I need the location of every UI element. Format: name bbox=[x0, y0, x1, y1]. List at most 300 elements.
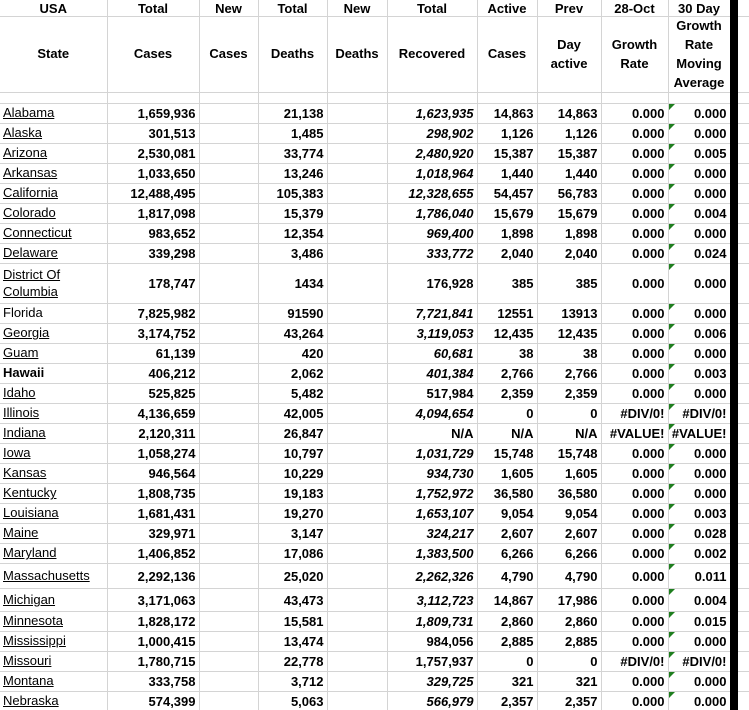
new-cases-cell[interactable] bbox=[199, 612, 258, 632]
active-cases-cell[interactable]: 1,898 bbox=[477, 224, 537, 244]
total-deaths-cell[interactable]: 105,383 bbox=[258, 184, 327, 204]
total-deaths-cell[interactable]: 13,246 bbox=[258, 164, 327, 184]
active-cases-cell[interactable]: 12,435 bbox=[477, 324, 537, 344]
growth-rate-cell[interactable]: 0.000 bbox=[601, 224, 668, 244]
header-recovered[interactable]: Recovered bbox=[387, 17, 477, 93]
growth-rate-cell[interactable]: 0.000 bbox=[601, 264, 668, 304]
growth-rate-cell[interactable]: 0.000 bbox=[601, 324, 668, 344]
growth-rate-ma-cell[interactable] bbox=[668, 324, 730, 344]
state-cell[interactable] bbox=[0, 464, 107, 484]
state-link[interactable]: Michigan bbox=[3, 591, 56, 607]
total-cases-cell[interactable]: 1,681,431 bbox=[107, 504, 199, 524]
total-deaths-cell[interactable]: 2,062 bbox=[258, 364, 327, 384]
header-active[interactable]: Active bbox=[477, 0, 537, 17]
total-cases-cell[interactable]: 12,488,495 bbox=[107, 184, 199, 204]
state-link[interactable]: Arkansas bbox=[3, 165, 58, 181]
total-deaths-cell[interactable]: 5,063 bbox=[258, 692, 327, 710]
header-deaths-2[interactable]: Deaths bbox=[327, 17, 387, 93]
header-date[interactable]: 28-Oct bbox=[601, 0, 668, 17]
new-deaths-cell[interactable] bbox=[327, 464, 387, 484]
new-cases-cell[interactable] bbox=[199, 404, 258, 424]
total-cases-cell[interactable]: 1,817,098 bbox=[107, 204, 199, 224]
state-link[interactable]: Alabama bbox=[3, 105, 55, 121]
total-recovered-cell[interactable]: 1,031,729 bbox=[387, 444, 477, 464]
state-link[interactable]: Iowa bbox=[3, 445, 31, 461]
total-recovered-cell[interactable]: 12,328,655 bbox=[387, 184, 477, 204]
total-deaths-cell[interactable]: 21,138 bbox=[258, 104, 327, 124]
header-cases-2[interactable]: Cases bbox=[199, 17, 258, 93]
total-cases-cell[interactable]: 7,825,982 bbox=[107, 304, 199, 324]
total-cases-cell[interactable]: 301,513 bbox=[107, 124, 199, 144]
prev-day-active-cell[interactable]: 36,580 bbox=[537, 484, 601, 504]
header-growth-rate[interactable]: Growth Rate bbox=[601, 17, 668, 93]
prev-day-active-cell[interactable]: 12,435 bbox=[537, 324, 601, 344]
total-cases-cell[interactable]: 1,659,936 bbox=[107, 104, 199, 124]
total-cases-cell[interactable]: 1,033,650 bbox=[107, 164, 199, 184]
state-cell[interactable] bbox=[0, 324, 107, 344]
header-growth-rate-ma[interactable]: Growth Rate Moving Average bbox=[668, 17, 730, 93]
total-recovered-cell[interactable]: 1,786,040 bbox=[387, 204, 477, 224]
active-cases-cell[interactable]: 15,679 bbox=[477, 204, 537, 224]
growth-rate-ma-cell[interactable] bbox=[668, 632, 730, 652]
total-cases-cell[interactable]: 1,058,274 bbox=[107, 444, 199, 464]
total-cases-cell[interactable]: 61,139 bbox=[107, 344, 199, 364]
total-cases-cell[interactable]: 339,298 bbox=[107, 244, 199, 264]
total-cases-cell[interactable]: 3,171,063 bbox=[107, 589, 199, 612]
state-cell[interactable] bbox=[0, 244, 107, 264]
growth-rate-ma-cell[interactable] bbox=[668, 184, 730, 204]
growth-rate-ma-cell[interactable] bbox=[668, 524, 730, 544]
growth-rate-ma-cell[interactable] bbox=[668, 444, 730, 464]
total-recovered-cell[interactable]: 7,721,841 bbox=[387, 304, 477, 324]
growth-rate-ma-cell[interactable] bbox=[668, 612, 730, 632]
state-cell[interactable] bbox=[0, 344, 107, 364]
total-recovered-cell[interactable]: 329,725 bbox=[387, 672, 477, 692]
total-recovered-cell[interactable]: 401,384 bbox=[387, 364, 477, 384]
state-cell[interactable] bbox=[0, 384, 107, 404]
growth-rate-ma-cell[interactable] bbox=[668, 424, 730, 444]
new-deaths-cell[interactable] bbox=[327, 484, 387, 504]
growth-rate-cell[interactable]: #DIV/0! bbox=[601, 652, 668, 672]
state-link[interactable]: District Of Columbia bbox=[3, 266, 61, 299]
prev-day-active-cell[interactable]: 15,679 bbox=[537, 204, 601, 224]
empty-cell[interactable] bbox=[387, 93, 477, 104]
prev-day-active-cell[interactable]: 2,040 bbox=[537, 244, 601, 264]
header-total-1[interactable]: Total bbox=[107, 0, 199, 17]
total-deaths-cell[interactable]: 91590 bbox=[258, 304, 327, 324]
growth-rate-cell[interactable]: 0.000 bbox=[601, 304, 668, 324]
active-cases-cell[interactable]: 1,440 bbox=[477, 164, 537, 184]
total-cases-cell[interactable]: 1,808,735 bbox=[107, 484, 199, 504]
growth-rate-ma-cell[interactable] bbox=[668, 224, 730, 244]
prev-day-active-cell[interactable]: 6,266 bbox=[537, 544, 601, 564]
state-cell[interactable] bbox=[0, 224, 107, 244]
total-deaths-cell[interactable]: 17,086 bbox=[258, 544, 327, 564]
total-deaths-cell[interactable]: 19,183 bbox=[258, 484, 327, 504]
new-cases-cell[interactable] bbox=[199, 264, 258, 304]
growth-rate-cell[interactable]: 0.000 bbox=[601, 504, 668, 524]
new-deaths-cell[interactable] bbox=[327, 524, 387, 544]
new-cases-cell[interactable] bbox=[199, 672, 258, 692]
state-cell[interactable] bbox=[0, 564, 107, 589]
new-deaths-cell[interactable] bbox=[327, 244, 387, 264]
new-cases-cell[interactable] bbox=[199, 364, 258, 384]
growth-rate-ma-cell[interactable] bbox=[668, 104, 730, 124]
total-cases-cell[interactable]: 1,780,715 bbox=[107, 652, 199, 672]
new-deaths-cell[interactable] bbox=[327, 652, 387, 672]
total-cases-cell[interactable]: 1,828,172 bbox=[107, 612, 199, 632]
state-link[interactable]: California bbox=[3, 185, 58, 201]
prev-day-active-cell[interactable]: 1,440 bbox=[537, 164, 601, 184]
growth-rate-ma-cell[interactable] bbox=[668, 652, 730, 672]
new-deaths-cell[interactable] bbox=[327, 304, 387, 324]
new-deaths-cell[interactable] bbox=[327, 164, 387, 184]
new-deaths-cell[interactable] bbox=[327, 184, 387, 204]
prev-day-active-cell[interactable]: 1,605 bbox=[537, 464, 601, 484]
empty-cell[interactable] bbox=[107, 93, 199, 104]
empty-cell[interactable] bbox=[258, 93, 327, 104]
state-cell[interactable] bbox=[0, 124, 107, 144]
total-cases-cell[interactable]: 3,174,752 bbox=[107, 324, 199, 344]
growth-rate-cell[interactable]: 0.000 bbox=[601, 692, 668, 710]
total-recovered-cell[interactable]: 324,217 bbox=[387, 524, 477, 544]
header-cases-3[interactable]: Cases bbox=[477, 17, 537, 93]
state-link[interactable]: Montana bbox=[3, 673, 54, 689]
growth-rate-cell[interactable]: 0.000 bbox=[601, 464, 668, 484]
total-deaths-cell[interactable]: 10,229 bbox=[258, 464, 327, 484]
growth-rate-ma-cell[interactable] bbox=[668, 264, 730, 304]
total-cases-cell[interactable]: 983,652 bbox=[107, 224, 199, 244]
active-cases-cell[interactable]: 36,580 bbox=[477, 484, 537, 504]
total-deaths-cell[interactable]: 1434 bbox=[258, 264, 327, 304]
active-cases-cell[interactable]: 6,266 bbox=[477, 544, 537, 564]
header-state[interactable]: State bbox=[0, 17, 107, 93]
state-cell[interactable] bbox=[0, 692, 107, 710]
empty-cell[interactable] bbox=[601, 93, 668, 104]
state-cell[interactable] bbox=[0, 364, 107, 384]
state-link[interactable]: Minnesota bbox=[3, 613, 63, 629]
active-cases-cell[interactable]: 54,457 bbox=[477, 184, 537, 204]
state-cell[interactable] bbox=[0, 424, 107, 444]
total-deaths-cell[interactable]: 1,485 bbox=[258, 124, 327, 144]
total-recovered-cell[interactable]: 1,623,935 bbox=[387, 104, 477, 124]
total-recovered-cell[interactable]: 1,809,731 bbox=[387, 612, 477, 632]
state-link[interactable]: Connecticut bbox=[3, 225, 72, 241]
state-cell[interactable] bbox=[0, 524, 107, 544]
new-cases-cell[interactable] bbox=[199, 652, 258, 672]
state-link[interactable]: Massachusetts bbox=[3, 567, 90, 583]
prev-day-active-cell[interactable]: 321 bbox=[537, 672, 601, 692]
new-cases-cell[interactable] bbox=[199, 564, 258, 589]
total-recovered-cell[interactable]: 969,400 bbox=[387, 224, 477, 244]
state-link[interactable]: Maine bbox=[3, 525, 39, 541]
total-cases-cell[interactable]: 333,758 bbox=[107, 672, 199, 692]
header-total-3[interactable]: Total bbox=[387, 0, 477, 17]
total-deaths-cell[interactable]: 33,774 bbox=[258, 144, 327, 164]
empty-cell[interactable] bbox=[199, 93, 258, 104]
active-cases-cell[interactable]: 12551 bbox=[477, 304, 537, 324]
new-cases-cell[interactable] bbox=[199, 424, 258, 444]
active-cases-cell[interactable]: 38 bbox=[477, 344, 537, 364]
active-cases-cell[interactable]: 2,885 bbox=[477, 632, 537, 652]
prev-day-active-cell[interactable]: 14,863 bbox=[537, 104, 601, 124]
prev-day-active-cell[interactable]: 2,607 bbox=[537, 524, 601, 544]
new-deaths-cell[interactable] bbox=[327, 564, 387, 589]
active-cases-cell[interactable]: 321 bbox=[477, 672, 537, 692]
state-cell[interactable] bbox=[0, 164, 107, 184]
state-cell[interactable] bbox=[0, 504, 107, 524]
active-cases-cell[interactable]: 2,040 bbox=[477, 244, 537, 264]
new-deaths-cell[interactable] bbox=[327, 384, 387, 404]
total-cases-cell[interactable]: 525,825 bbox=[107, 384, 199, 404]
growth-rate-cell[interactable]: 0.000 bbox=[601, 544, 668, 564]
state-link[interactable]: Illinois bbox=[3, 405, 40, 421]
growth-rate-ma-cell[interactable] bbox=[668, 124, 730, 144]
new-cases-cell[interactable] bbox=[199, 224, 258, 244]
prev-day-active-cell[interactable]: 2,359 bbox=[537, 384, 601, 404]
growth-rate-cell[interactable]: 0.000 bbox=[601, 204, 668, 224]
total-deaths-cell[interactable]: 420 bbox=[258, 344, 327, 364]
new-deaths-cell[interactable] bbox=[327, 344, 387, 364]
active-cases-cell[interactable]: 0 bbox=[477, 652, 537, 672]
growth-rate-cell[interactable]: 0.000 bbox=[601, 632, 668, 652]
growth-rate-cell[interactable]: 0.000 bbox=[601, 104, 668, 124]
prev-day-active-cell[interactable]: 9,054 bbox=[537, 504, 601, 524]
total-recovered-cell[interactable]: 2,262,326 bbox=[387, 564, 477, 589]
growth-rate-ma-cell[interactable] bbox=[668, 464, 730, 484]
prev-day-active-cell[interactable]: 0 bbox=[537, 404, 601, 424]
new-deaths-cell[interactable] bbox=[327, 264, 387, 304]
state-cell[interactable] bbox=[0, 484, 107, 504]
prev-day-active-cell[interactable]: 38 bbox=[537, 344, 601, 364]
state-cell[interactable] bbox=[0, 404, 107, 424]
total-recovered-cell[interactable]: N/A bbox=[387, 424, 477, 444]
total-cases-cell[interactable]: 178,747 bbox=[107, 264, 199, 304]
total-recovered-cell[interactable]: 3,119,053 bbox=[387, 324, 477, 344]
growth-rate-cell[interactable]: 0.000 bbox=[601, 144, 668, 164]
active-cases-cell[interactable]: 2,766 bbox=[477, 364, 537, 384]
growth-rate-ma-cell[interactable] bbox=[668, 504, 730, 524]
new-cases-cell[interactable] bbox=[199, 164, 258, 184]
empty-cell[interactable] bbox=[327, 93, 387, 104]
growth-rate-cell[interactable]: 0.000 bbox=[601, 672, 668, 692]
new-cases-cell[interactable] bbox=[199, 589, 258, 612]
new-deaths-cell[interactable] bbox=[327, 224, 387, 244]
growth-rate-ma-cell[interactable] bbox=[668, 404, 730, 424]
state-link[interactable]: Nebraska bbox=[3, 693, 59, 709]
state-cell[interactable] bbox=[0, 672, 107, 692]
total-recovered-cell[interactable]: 2,480,920 bbox=[387, 144, 477, 164]
total-recovered-cell[interactable]: 1,018,964 bbox=[387, 164, 477, 184]
state-cell[interactable] bbox=[0, 304, 107, 324]
active-cases-cell[interactable]: 9,054 bbox=[477, 504, 537, 524]
total-deaths-cell[interactable]: 15,581 bbox=[258, 612, 327, 632]
growth-rate-cell[interactable]: 0.000 bbox=[601, 484, 668, 504]
new-cases-cell[interactable] bbox=[199, 524, 258, 544]
active-cases-cell[interactable]: 1,126 bbox=[477, 124, 537, 144]
growth-rate-ma-cell[interactable] bbox=[668, 204, 730, 224]
header-new-2[interactable]: New bbox=[327, 0, 387, 17]
state-link[interactable]: Florida bbox=[3, 305, 43, 321]
growth-rate-cell[interactable]: 0.000 bbox=[601, 384, 668, 404]
new-cases-cell[interactable] bbox=[199, 124, 258, 144]
state-cell[interactable] bbox=[0, 264, 107, 304]
new-deaths-cell[interactable] bbox=[327, 424, 387, 444]
state-link[interactable]: Louisiana bbox=[3, 505, 59, 521]
growth-rate-ma-cell[interactable] bbox=[668, 344, 730, 364]
state-cell[interactable] bbox=[0, 589, 107, 612]
new-deaths-cell[interactable] bbox=[327, 204, 387, 224]
total-deaths-cell[interactable]: 25,020 bbox=[258, 564, 327, 589]
header-prev[interactable]: Prev bbox=[537, 0, 601, 17]
total-deaths-cell[interactable]: 5,482 bbox=[258, 384, 327, 404]
total-deaths-cell[interactable]: 19,270 bbox=[258, 504, 327, 524]
new-deaths-cell[interactable] bbox=[327, 672, 387, 692]
growth-rate-ma-cell[interactable] bbox=[668, 484, 730, 504]
active-cases-cell[interactable]: 385 bbox=[477, 264, 537, 304]
prev-day-active-cell[interactable]: 2,860 bbox=[537, 612, 601, 632]
state-link[interactable]: Idaho bbox=[3, 385, 36, 401]
prev-day-active-cell[interactable]: 13913 bbox=[537, 304, 601, 324]
active-cases-cell[interactable]: 2,359 bbox=[477, 384, 537, 404]
prev-day-active-cell[interactable]: 56,783 bbox=[537, 184, 601, 204]
total-cases-cell[interactable]: 4,136,659 bbox=[107, 404, 199, 424]
prev-day-active-cell[interactable]: 2,357 bbox=[537, 692, 601, 710]
total-cases-cell[interactable]: 2,120,311 bbox=[107, 424, 199, 444]
new-deaths-cell[interactable] bbox=[327, 324, 387, 344]
active-cases-cell[interactable]: 14,867 bbox=[477, 589, 537, 612]
growth-rate-cell[interactable]: 0.000 bbox=[601, 364, 668, 384]
growth-rate-cell[interactable]: 0.000 bbox=[601, 564, 668, 589]
total-deaths-cell[interactable]: 10,797 bbox=[258, 444, 327, 464]
header-usa[interactable]: USA bbox=[0, 0, 107, 17]
active-cases-cell[interactable]: 15,748 bbox=[477, 444, 537, 464]
total-recovered-cell[interactable]: 4,094,654 bbox=[387, 404, 477, 424]
total-recovered-cell[interactable]: 1,752,972 bbox=[387, 484, 477, 504]
header-cases-1[interactable]: Cases bbox=[107, 17, 199, 93]
total-deaths-cell[interactable]: 42,005 bbox=[258, 404, 327, 424]
new-deaths-cell[interactable] bbox=[327, 632, 387, 652]
prev-day-active-cell[interactable]: 2,766 bbox=[537, 364, 601, 384]
total-deaths-cell[interactable]: 26,847 bbox=[258, 424, 327, 444]
prev-day-active-cell[interactable]: N/A bbox=[537, 424, 601, 444]
state-link[interactable]: Guam bbox=[3, 345, 39, 361]
prev-day-active-cell[interactable]: 4,790 bbox=[537, 564, 601, 589]
growth-rate-ma-cell[interactable] bbox=[668, 672, 730, 692]
state-link[interactable]: Hawaii bbox=[3, 365, 45, 381]
total-recovered-cell[interactable]: 60,681 bbox=[387, 344, 477, 364]
prev-day-active-cell[interactable]: 1,126 bbox=[537, 124, 601, 144]
growth-rate-cell[interactable]: 0.000 bbox=[601, 612, 668, 632]
new-deaths-cell[interactable] bbox=[327, 404, 387, 424]
total-deaths-cell[interactable]: 12,354 bbox=[258, 224, 327, 244]
growth-rate-cell[interactable]: 0.000 bbox=[601, 444, 668, 464]
growth-rate-ma-cell[interactable] bbox=[668, 244, 730, 264]
new-deaths-cell[interactable] bbox=[327, 504, 387, 524]
total-cases-cell[interactable]: 406,212 bbox=[107, 364, 199, 384]
header-30day[interactable]: 30 Day bbox=[668, 0, 730, 17]
header-day-active[interactable]: Day active bbox=[537, 17, 601, 93]
total-recovered-cell[interactable]: 566,979 bbox=[387, 692, 477, 710]
active-cases-cell[interactable]: 2,860 bbox=[477, 612, 537, 632]
state-cell[interactable] bbox=[0, 104, 107, 124]
total-deaths-cell[interactable]: 3,712 bbox=[258, 672, 327, 692]
new-deaths-cell[interactable] bbox=[327, 104, 387, 124]
total-deaths-cell[interactable]: 43,264 bbox=[258, 324, 327, 344]
state-link[interactable]: Indiana bbox=[3, 425, 46, 441]
total-recovered-cell[interactable]: 1,757,937 bbox=[387, 652, 477, 672]
total-cases-cell[interactable]: 1,406,852 bbox=[107, 544, 199, 564]
active-cases-cell[interactable]: 1,605 bbox=[477, 464, 537, 484]
growth-rate-ma-cell[interactable] bbox=[668, 564, 730, 589]
total-recovered-cell[interactable]: 333,772 bbox=[387, 244, 477, 264]
total-deaths-cell[interactable]: 13,474 bbox=[258, 632, 327, 652]
growth-rate-cell[interactable]: 0.000 bbox=[601, 524, 668, 544]
prev-day-active-cell[interactable]: 1,898 bbox=[537, 224, 601, 244]
state-cell[interactable] bbox=[0, 652, 107, 672]
header-new-1[interactable]: New bbox=[199, 0, 258, 17]
state-link[interactable]: Kentucky bbox=[3, 485, 57, 501]
state-link[interactable]: Mississippi bbox=[3, 633, 66, 649]
total-deaths-cell[interactable]: 15,379 bbox=[258, 204, 327, 224]
active-cases-cell[interactable]: 15,387 bbox=[477, 144, 537, 164]
state-link[interactable]: Kansas bbox=[3, 465, 47, 481]
total-recovered-cell[interactable]: 517,984 bbox=[387, 384, 477, 404]
growth-rate-ma-cell[interactable] bbox=[668, 164, 730, 184]
state-cell[interactable] bbox=[0, 612, 107, 632]
state-link[interactable]: Arizona bbox=[3, 145, 48, 161]
state-cell[interactable] bbox=[0, 544, 107, 564]
new-cases-cell[interactable] bbox=[199, 384, 258, 404]
new-deaths-cell[interactable] bbox=[327, 124, 387, 144]
new-cases-cell[interactable] bbox=[199, 184, 258, 204]
active-cases-cell[interactable]: 4,790 bbox=[477, 564, 537, 589]
total-cases-cell[interactable]: 2,292,136 bbox=[107, 564, 199, 589]
new-cases-cell[interactable] bbox=[199, 464, 258, 484]
state-cell[interactable] bbox=[0, 204, 107, 224]
state-link[interactable]: Georgia bbox=[3, 325, 50, 341]
growth-rate-cell[interactable]: 0.000 bbox=[601, 164, 668, 184]
active-cases-cell[interactable]: 2,607 bbox=[477, 524, 537, 544]
new-deaths-cell[interactable] bbox=[327, 144, 387, 164]
state-link[interactable]: Missouri bbox=[3, 653, 52, 669]
new-cases-cell[interactable] bbox=[199, 544, 258, 564]
state-link[interactable]: Delaware bbox=[3, 245, 58, 261]
new-deaths-cell[interactable] bbox=[327, 364, 387, 384]
growth-rate-cell[interactable]: #DIV/0! bbox=[601, 404, 668, 424]
total-recovered-cell[interactable]: 298,902 bbox=[387, 124, 477, 144]
total-recovered-cell[interactable]: 1,383,500 bbox=[387, 544, 477, 564]
growth-rate-ma-cell[interactable] bbox=[668, 384, 730, 404]
total-deaths-cell[interactable]: 43,473 bbox=[258, 589, 327, 612]
empty-cell[interactable] bbox=[668, 93, 730, 104]
total-deaths-cell[interactable]: 3,147 bbox=[258, 524, 327, 544]
new-deaths-cell[interactable] bbox=[327, 692, 387, 710]
state-link[interactable]: Colorado bbox=[3, 205, 56, 221]
growth-rate-ma-cell[interactable] bbox=[668, 589, 730, 612]
total-recovered-cell[interactable]: 3,112,723 bbox=[387, 589, 477, 612]
new-deaths-cell[interactable] bbox=[327, 612, 387, 632]
new-cases-cell[interactable] bbox=[199, 144, 258, 164]
total-cases-cell[interactable]: 1,000,415 bbox=[107, 632, 199, 652]
new-cases-cell[interactable] bbox=[199, 692, 258, 710]
new-cases-cell[interactable] bbox=[199, 344, 258, 364]
header-deaths-1[interactable]: Deaths bbox=[258, 17, 327, 93]
state-cell[interactable] bbox=[0, 632, 107, 652]
total-recovered-cell[interactable]: 984,056 bbox=[387, 632, 477, 652]
growth-rate-ma-cell[interactable] bbox=[668, 364, 730, 384]
growth-rate-ma-cell[interactable] bbox=[668, 304, 730, 324]
